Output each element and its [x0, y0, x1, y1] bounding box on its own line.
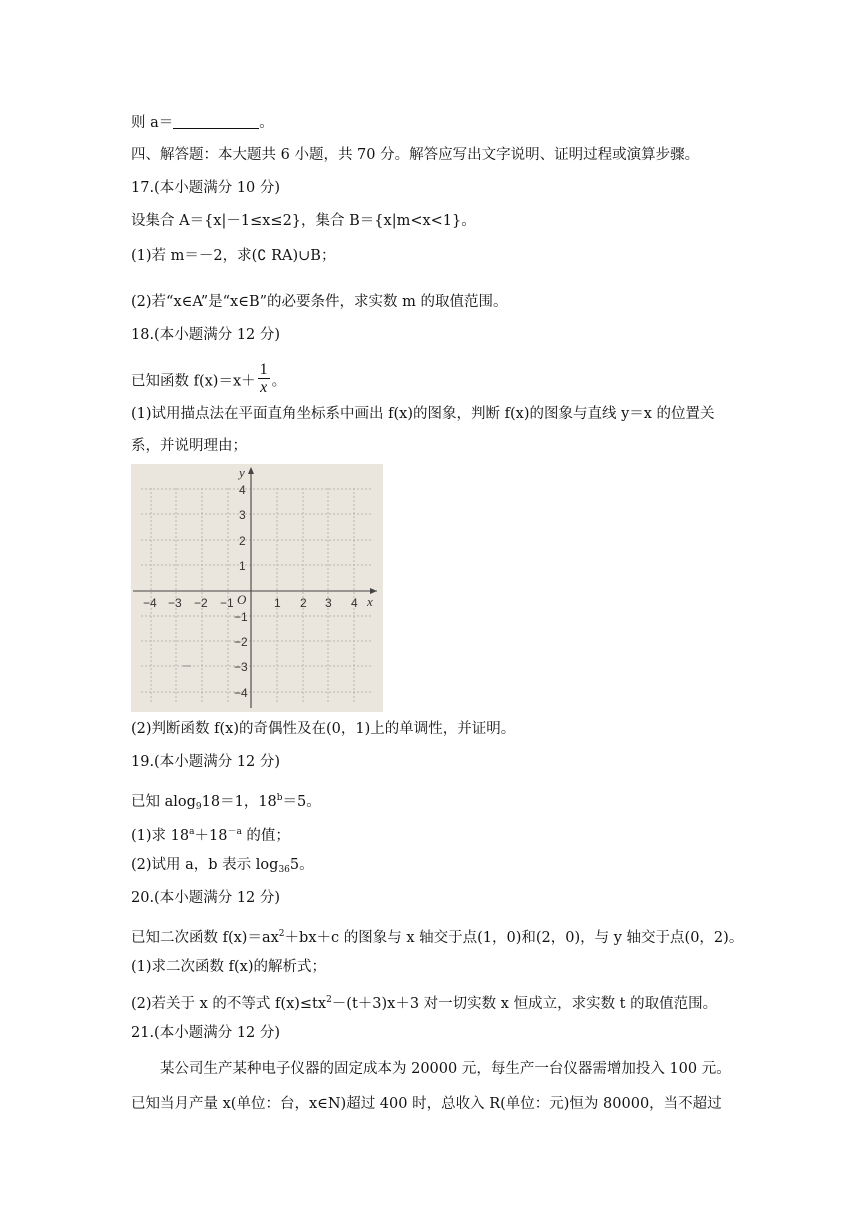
x-tick-label: −1 — [220, 596, 234, 610]
x-tick-label: −2 — [194, 596, 208, 610]
q20-part2 — [131, 990, 717, 1014]
q21-header: 21.(本小题满分 12 分) — [131, 1025, 281, 1041]
log-base: 36 — [278, 865, 290, 875]
exponent: b — [276, 793, 283, 803]
q18-part1-line2: 系，并说明理由； — [131, 438, 247, 454]
q20-part1: (1)求二次函数 f(x)的解析式； — [131, 959, 327, 975]
q20-stem-b: ＋bx＋c 的图象与 x 轴交于点(1，0)和(2，0)，与 y 轴交于点(0，2)。 — [284, 930, 744, 946]
y-tick-label: −2 — [234, 635, 248, 649]
q18-part1-line1: (1)试用描点法在平面直角坐标系中画出 f(x)的图象，判断 f(x)的图象与直线 y＝x 的位置关 — [131, 406, 715, 422]
y-tick-label: −4 — [234, 686, 248, 700]
x-tick-label: −3 — [168, 596, 182, 610]
coordinate-grid-image — [131, 464, 383, 712]
x-tick-label: 2 — [300, 596, 307, 610]
y-tick-label: −3 — [234, 660, 248, 674]
q17-header: 17.(本小题满分 10 分) — [131, 180, 281, 196]
x-axis-label: x — [367, 594, 373, 609]
q18-part2: (2)判断函数 f(x)的奇偶性及在(0，1)上的单调性，并证明。 — [131, 721, 516, 737]
exponent: a — [189, 827, 195, 837]
q19-part2-b: 5。 — [289, 857, 314, 873]
q17-part1: (1)若 m＝－2，求(∁ RA)∪B； — [131, 248, 336, 264]
q20-part2-a: (2)若关于 x 的不等式 f(x)≤tx — [131, 996, 327, 1012]
q17-part2: (2)若“x∈A”是“x∈B”的必要条件，求实数 m 的取值范围。 — [131, 294, 508, 310]
x-tick-label: −4 — [143, 596, 157, 610]
q19-stem-a: 已知 alog — [131, 794, 196, 810]
fraction-denominator: x — [260, 379, 268, 396]
x-tick-label: 1 — [274, 596, 281, 610]
y-tick-label: 4 — [239, 483, 246, 497]
fill-blank-suffix: 。 — [259, 115, 274, 131]
x-tick-label: 3 — [325, 596, 332, 610]
y-tick-label: −1 — [234, 610, 248, 624]
coordinate-grid-svg — [131, 464, 383, 712]
fraction — [258, 362, 270, 397]
y-tick-label: 1 — [239, 559, 246, 573]
q20-part2-b: －(t＋3)x＋3 对一切实数 x 恒成立，求实数 t 的取值范围。 — [331, 996, 718, 1012]
q18-header: 18.(本小题满分 12 分) — [131, 327, 281, 343]
q19-part1 — [131, 822, 290, 846]
answer-blank — [173, 114, 259, 129]
q21-stem-line2: 已知当月产量 x(单位：台，x∈N)超过 400 时，总收入 R(单位：元)恒为 80000，当不超过 — [131, 1096, 722, 1112]
section-heading: 四、解答题：本大题共 6 小题，共 70 分。解答应写出文字说明、证明过程或演算步骤。 — [131, 147, 700, 163]
q20-header: 20.(本小题满分 12 分) — [131, 890, 281, 906]
exponent: －a — [227, 827, 242, 837]
fill-blank-prefix: 则 a＝ — [131, 115, 174, 131]
exponent: 2 — [278, 929, 285, 939]
q21-stem-line1: 某公司生产某种电子仪器的固定成本为 20000 元，每生产一台仪器需增加投入 100 元。 — [160, 1061, 731, 1077]
q19-part1-a: (1)求 18 — [131, 828, 190, 844]
q19-part2-a: (2)试用 a，b 表示 log — [131, 857, 279, 873]
y-axis-arrow — [248, 467, 254, 474]
y-axis-label: y — [239, 465, 245, 480]
q17-stem: 设集合 A＝{x|－1≤x≤2}，集合 B＝{x|m<x<1}。 — [131, 213, 476, 229]
y-tick-label: 3 — [239, 508, 246, 522]
q19-part2 — [131, 855, 314, 880]
q19-part1-b: ＋18 — [194, 828, 228, 844]
q18-stem — [131, 361, 287, 399]
exponent: 2 — [326, 995, 332, 1005]
q19-stem-c: ＝5。 — [282, 794, 321, 810]
q18-stem-suffix: 。 — [271, 373, 287, 390]
axes — [133, 470, 377, 708]
q19-part1-c: 的值； — [241, 828, 290, 844]
q20-stem-a: 已知二次函数 f(x)＝ax — [131, 930, 279, 946]
q19-stem — [131, 788, 321, 817]
y-tick-label: 2 — [239, 534, 246, 548]
log-base: 9 — [195, 802, 202, 812]
x-tick-label: 4 — [351, 596, 358, 610]
q19-header: 19.(本小题满分 12 分) — [131, 754, 281, 770]
fraction-numerator: 1 — [259, 361, 268, 378]
q18-stem-prefix: 已知函数 f(x)＝x＋ — [131, 373, 256, 390]
fill-blank-line — [131, 113, 274, 133]
origin-label: O — [237, 592, 247, 607]
q19-stem-b: 18＝1，18 — [201, 794, 277, 810]
q20-stem — [131, 924, 743, 948]
